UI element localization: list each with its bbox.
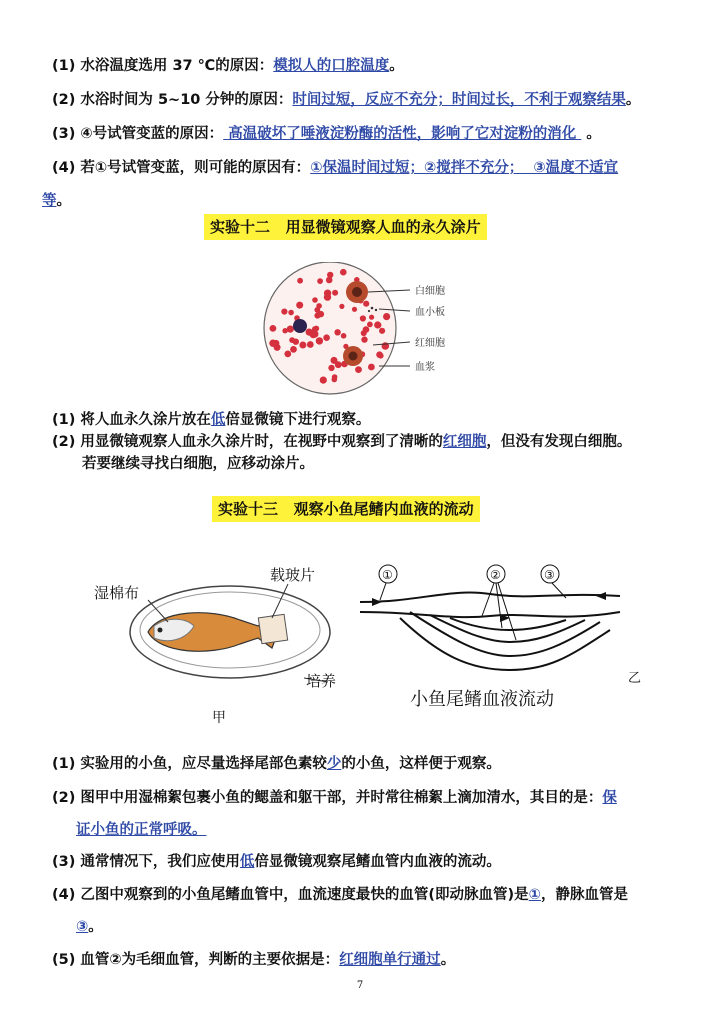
red-blood-cell <box>274 344 281 351</box>
label-platelet: 血小板 <box>415 307 445 318</box>
red-blood-cell <box>339 304 344 309</box>
answer: ①保温时间过短；②搅拌不充分； ③温度不适宜 <box>310 160 619 176</box>
red-blood-cell <box>284 351 291 358</box>
red-blood-cell <box>332 290 338 296</box>
red-blood-cell <box>290 346 297 353</box>
label-cotton: 湿棉布 <box>94 584 140 602</box>
question-text: ④号试管变蓝的原因： <box>80 126 224 142</box>
question-1 <box>0 56 720 76</box>
label-slide: 载玻片 <box>270 566 316 584</box>
question-4 <box>0 158 720 178</box>
question-number: (2) <box>52 790 76 806</box>
answer: 高温破坏了唾液淀粉酶的活性，影响了它对淀粉的消化 <box>223 126 582 142</box>
red-blood-cell <box>360 315 366 321</box>
dark-cell <box>293 319 307 333</box>
exp13-question-2 <box>0 788 720 808</box>
question-text: ，但没有发现白细胞。 <box>486 434 632 450</box>
question-number: (3) <box>52 854 76 870</box>
exp12-question-1 <box>0 410 720 430</box>
punct: 。 <box>440 952 456 968</box>
red-blood-cell <box>340 269 347 276</box>
exp12-question-2-continued: 若要继续寻找白细胞，应移动涂片。 <box>82 456 314 472</box>
answer: 时间过短，反应不充分；时间过长，不利于观察结果 <box>292 92 626 108</box>
red-blood-cell <box>316 303 322 309</box>
question-3 <box>0 124 720 144</box>
red-blood-cell <box>320 377 327 384</box>
label-wbc: 白细胞 <box>415 286 445 297</box>
red-blood-cell <box>361 336 367 342</box>
question-number: (4) <box>52 887 76 903</box>
question-text: 通常情况下，我们应使用 <box>80 854 240 870</box>
red-blood-cell <box>368 364 375 371</box>
question-number: (4) <box>52 160 76 176</box>
exp13-question-1 <box>0 754 720 774</box>
answer: 红细胞 <box>442 434 487 450</box>
red-blood-cell <box>379 328 385 334</box>
answer: 证小鱼的正常呼吸。 <box>76 822 207 838</box>
red-blood-cell <box>334 329 340 335</box>
answer: 低 <box>239 854 255 870</box>
question-number: (1) <box>52 756 76 772</box>
red-blood-cell <box>281 309 287 315</box>
punct: 。 <box>625 92 641 108</box>
red-blood-cell <box>299 342 306 349</box>
label-circle-2: ② <box>490 568 501 582</box>
red-blood-cell <box>327 272 333 278</box>
answer: 少 <box>326 756 342 772</box>
red-blood-cell <box>270 325 277 332</box>
red-blood-cell <box>328 365 334 371</box>
red-blood-cell <box>316 337 323 344</box>
fish-tail-figure <box>90 560 660 730</box>
punct: 。 <box>586 126 601 142</box>
question-number: (1) <box>52 58 76 74</box>
label-circle-1: ① <box>382 568 393 582</box>
question-text: 用显微镜观察人血永久涂片时，在视野中观察到了清晰的 <box>80 434 443 450</box>
question-text: 乙图中观察到的小鱼尾鳍血管中，血流速度最快的血管(即动脉血管)是 <box>80 887 529 903</box>
glass-slide <box>258 614 287 643</box>
answer: ① <box>528 887 541 903</box>
question-4-continued <box>0 191 720 211</box>
label-circle-3: ③ <box>544 568 555 582</box>
red-blood-cell <box>332 377 338 383</box>
red-blood-cell <box>317 278 323 284</box>
red-blood-cell <box>367 322 373 328</box>
red-blood-cell <box>383 313 390 320</box>
red-blood-cell <box>376 322 382 328</box>
red-blood-cell <box>307 341 314 348</box>
red-blood-cell <box>352 307 357 312</box>
red-blood-cell <box>341 333 347 339</box>
label-plasma: 血浆 <box>415 362 435 373</box>
answer: 等 <box>42 193 57 209</box>
experiment-13-title: 实验十三 观察小鱼尾鳍内血液的流动 <box>212 496 480 522</box>
exp13-question-5 <box>0 950 720 970</box>
question-text: 血管②为毛细血管，判断的主要依据是： <box>80 952 340 968</box>
question-text: 的小鱼，这样便于观察。 <box>341 756 501 772</box>
label-rbc: 红细胞 <box>415 338 445 349</box>
blood-smear-figure <box>255 262 485 402</box>
smear-labels <box>415 284 445 373</box>
red-blood-cell <box>323 334 330 341</box>
question-text: 实验用的小鱼，应尽量选择尾部色素较 <box>80 756 327 772</box>
punct: 。 <box>56 193 71 209</box>
red-blood-cell <box>288 310 294 316</box>
red-blood-cell <box>331 357 338 364</box>
red-blood-cell <box>369 315 374 320</box>
question-text: 若①号试管变蓝，则可能的原因有： <box>80 160 311 176</box>
diagram-caption: 小鱼尾鳍血液流动 <box>410 689 554 710</box>
red-blood-cell <box>363 301 369 307</box>
question-text: 倍显微镜观察尾鳍血管内血液的流动。 <box>254 854 501 870</box>
red-blood-cell <box>312 297 318 303</box>
red-blood-cell <box>324 290 331 297</box>
red-blood-cell <box>378 353 384 359</box>
answer: ③ <box>76 919 89 935</box>
question-text: 水浴时间为 5~10 分钟的原因： <box>80 92 293 108</box>
answer: 低 <box>210 412 226 428</box>
question-text: 水浴温度选用 37 ℃的原因： <box>80 58 274 74</box>
question-number: (3) <box>52 126 76 142</box>
question-2 <box>0 90 720 110</box>
question-text: 倍显微镜下进行观察。 <box>225 412 371 428</box>
red-blood-cell <box>314 313 320 319</box>
answer: 保 <box>602 790 617 806</box>
answer: 模拟人的口腔温度 <box>273 58 390 74</box>
question-number: (5) <box>52 952 76 968</box>
red-blood-cell <box>293 339 299 345</box>
exp13-question-2-continued <box>0 820 720 840</box>
label-dish: 培养 <box>306 672 337 690</box>
question-text: 将人血永久涂片放在 <box>80 412 211 428</box>
red-blood-cell <box>287 326 294 333</box>
question-text: ，静脉血管是 <box>540 887 628 903</box>
question-text: 图甲中用湿棉絮包裹小鱼的鳃盖和躯干部，并时常往棉絮上滴加清水，其目的是： <box>80 790 603 806</box>
exp13-question-3 <box>0 852 720 872</box>
label-jia: 甲 <box>212 710 226 726</box>
red-blood-cell <box>297 278 303 284</box>
exp13-question-4 <box>0 885 720 905</box>
exp13-question-4-continued <box>0 917 720 937</box>
question-number: (2) <box>52 434 76 450</box>
exp12-question-2 <box>0 432 720 452</box>
question-number: (1) <box>52 412 76 428</box>
experiment-12-title: 实验十二 用显微镜观察人血的永久涂片 <box>204 214 487 240</box>
punct: 。 <box>389 58 404 74</box>
answer: 红细胞单行通过 <box>339 952 441 968</box>
red-blood-cell <box>355 366 362 373</box>
question-number: (2) <box>52 92 76 108</box>
red-blood-cell <box>296 302 303 309</box>
red-blood-cell <box>311 330 319 338</box>
blood-vessels <box>360 593 620 670</box>
page-number: 7 <box>356 980 364 991</box>
punct: 。 <box>88 919 103 935</box>
label-yi: 乙 <box>628 671 642 686</box>
red-blood-cell <box>363 326 370 333</box>
